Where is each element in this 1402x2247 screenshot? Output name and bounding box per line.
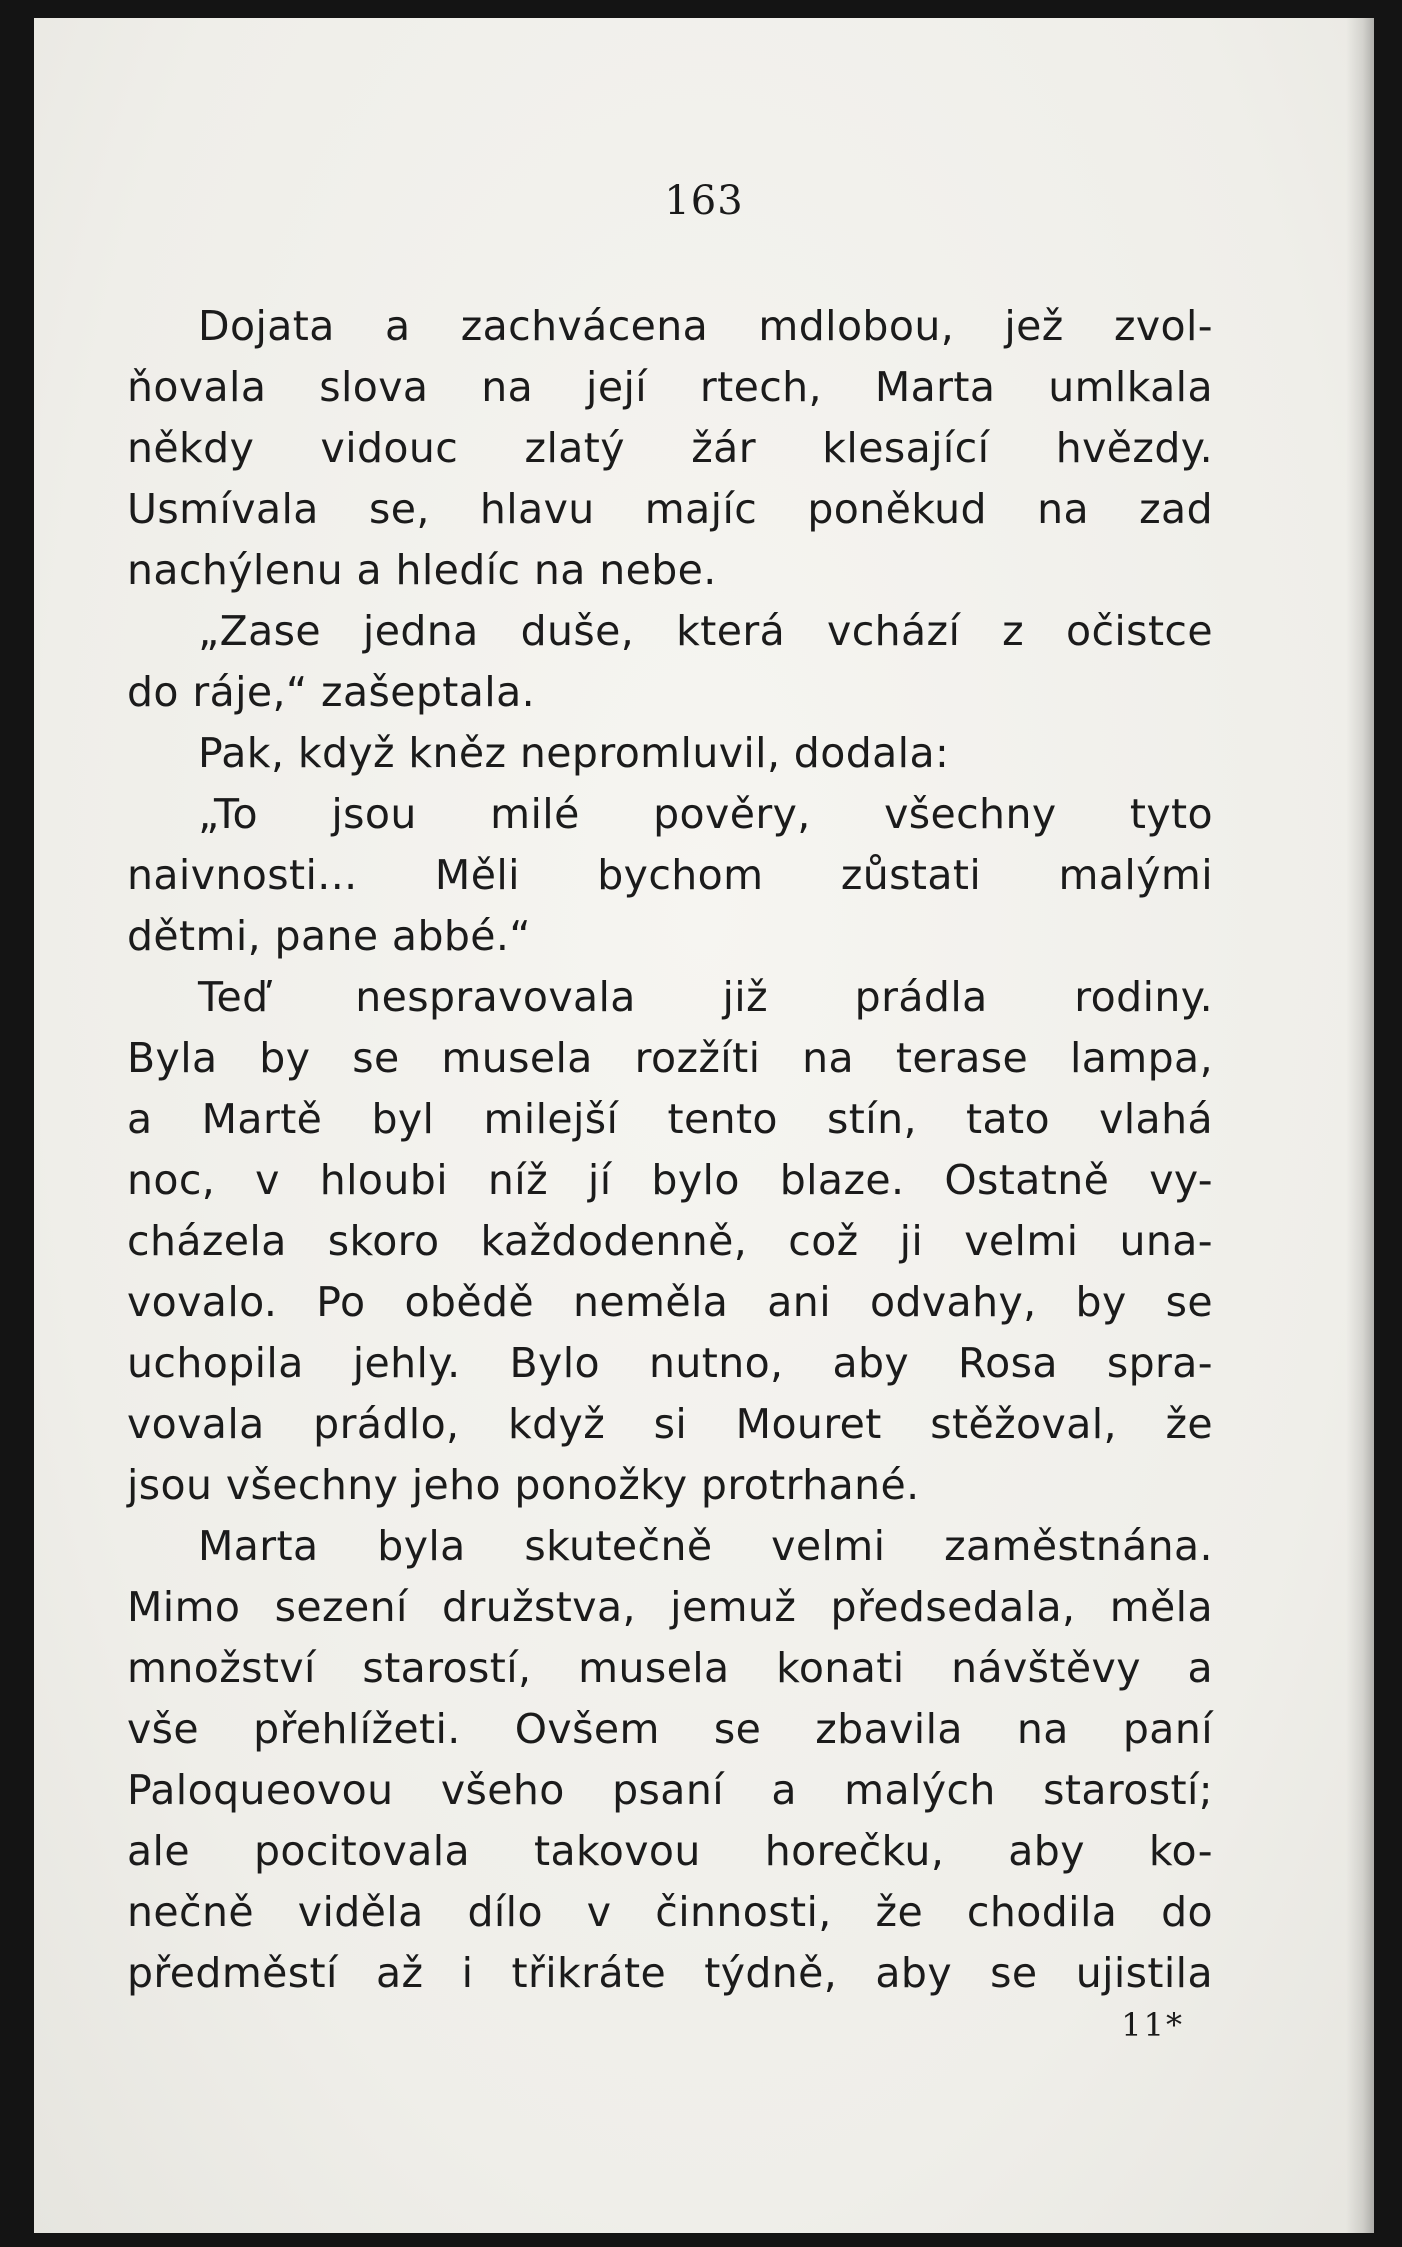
signature-mark: 11* xyxy=(1121,2006,1184,2044)
text-line: vovalo. Po obědě neměla ani odvahy, by se xyxy=(127,1278,1213,1326)
text-line: do ráje,“ zašeptala. xyxy=(127,668,536,716)
text-line: Mimo sezení družstva, jemuž předsedala, měla xyxy=(127,1583,1213,1631)
text-line: množství starostí, musela konati návštěvy a xyxy=(127,1644,1213,1692)
text-line: Pak, když kněz nepromluvil, dodala: xyxy=(198,729,950,777)
text-line: „Zase jedna duše, která vchází z očistce xyxy=(198,607,1213,655)
text-line: Byla by se musela rozžíti na terase lampa, xyxy=(127,1034,1213,1082)
text-line: Dojata a zachvácena mdlobou, jež zvol- xyxy=(198,302,1213,350)
text-line: cházela skoro každodenně, což ji velmi una- xyxy=(127,1217,1213,1265)
text-line: jsou všechny jeho ponožky protrhané. xyxy=(127,1461,920,1509)
text-line: ňovala slova na její rtech, Marta umlkala xyxy=(127,363,1213,411)
text-line: dětmi, pane abbé.“ xyxy=(127,912,531,960)
text-line: nečně viděla dílo v činnosti, že chodila do xyxy=(127,1888,1213,1936)
text-line: naivnosti... Měli bychom zůstati malými xyxy=(127,851,1213,899)
text-line: uchopila jehly. Bylo nutno, aby Rosa spra- xyxy=(127,1339,1213,1387)
page-edge-shadow xyxy=(1346,18,1374,2233)
book-page xyxy=(34,18,1374,2233)
text-line: a Martě byl milejší tento stín, tato vlahá xyxy=(127,1095,1213,1143)
text-line: předměstí až i třikráte týdně, aby se ujistila xyxy=(127,1949,1213,1997)
text-line: Marta byla skutečně velmi zaměstnána. xyxy=(198,1522,1213,1570)
text-line: ale pocitovala takovou horečku, aby ko- xyxy=(127,1827,1213,1875)
text-line: Usmívala se, hlavu majíc poněkud na zad xyxy=(127,485,1213,533)
page-number: 163 xyxy=(664,178,744,224)
text-line: Paloqueovou všeho psaní a malých starostí; xyxy=(127,1766,1213,1814)
text-line: noc, v hloubi níž jí bylo blaze. Ostatně vy- xyxy=(127,1156,1213,1204)
body-text xyxy=(127,296,1213,2004)
text-line: nachýlenu a hledíc na nebe. xyxy=(127,546,717,594)
text-line: vovala prádlo, když si Mouret stěžoval, že xyxy=(127,1400,1213,1448)
text-line: někdy vidouc zlatý žár klesající hvězdy. xyxy=(127,424,1213,472)
text-line: Teď nespravovala již prádla rodiny. xyxy=(198,973,1213,1021)
text-line: „To jsou milé pověry, všechny tyto xyxy=(198,790,1213,838)
text-line: vše přehlížeti. Ovšem se zbavila na paní xyxy=(127,1705,1213,1753)
